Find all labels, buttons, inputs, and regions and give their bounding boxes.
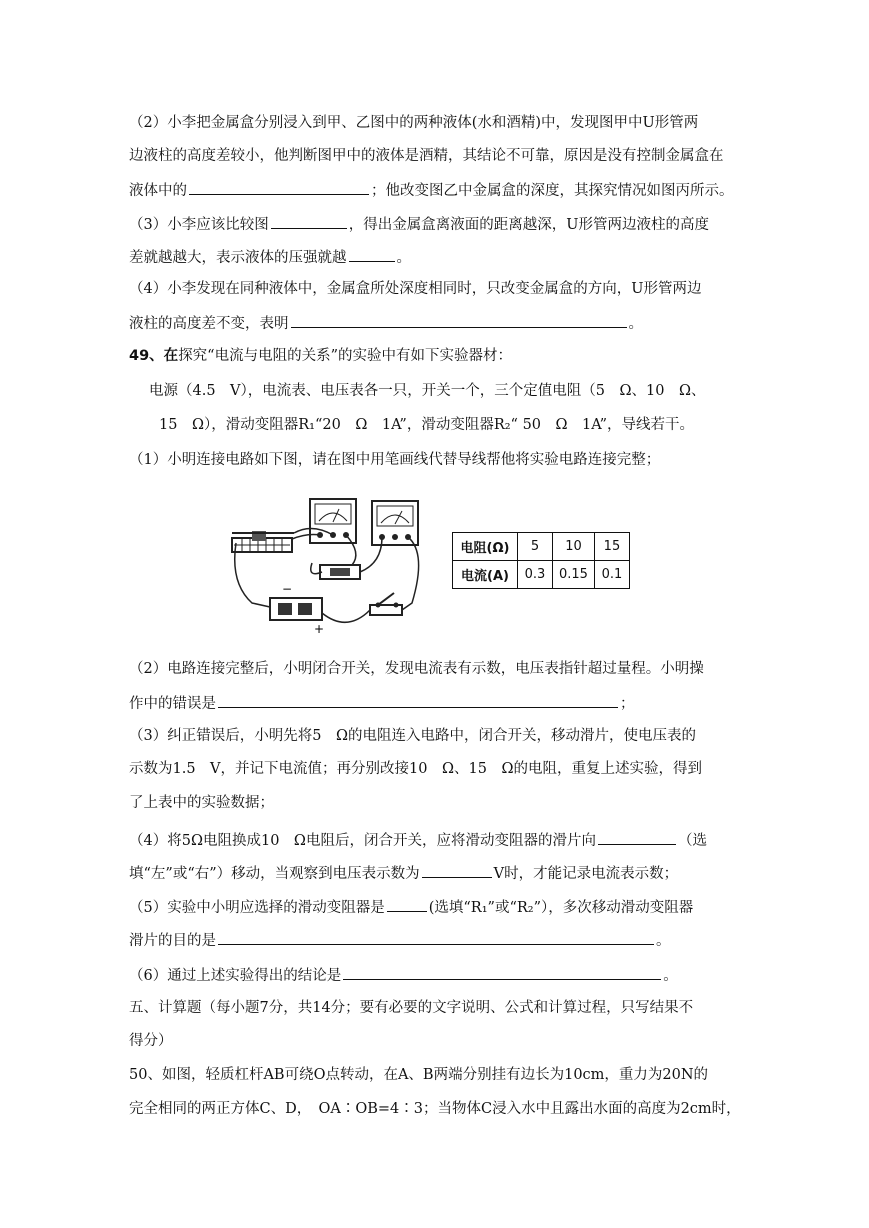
question-heading [129,346,512,366]
table-header-cell: 电流(A) [453,561,518,589]
section-heading: 五、计算题（每小题7分，共14分；要有必要的文字说明、公式和计算过程，只写结果不 [129,1000,694,1016]
answer-blank[interactable] [349,246,395,262]
text-segment: ； [620,696,635,712]
table-cell: 0.3 [518,561,553,589]
table-row [453,561,630,589]
question-number: 49、在 [129,348,179,364]
table-header-cell: 电阻(Ω) [453,533,518,561]
switch-icon [370,593,402,615]
text-segment: V时，才能记录电流表示数； [493,866,679,882]
text-line [129,179,734,201]
text-line: （3）纠正错误后，小明先将5 Ω的电阻连入电路中，闭合开关，移动滑片，使电压表的 [129,728,696,744]
table-cell: 10 [553,533,595,561]
text-segment: 填“左”或“右”）移动，当观察到电压表示数为 [129,866,420,882]
answer-blank[interactable] [218,692,618,708]
text-segment: 液柱的高度差不变，表明 [129,316,289,332]
text-segment: ；他改变图乙中金属盒的深度，其探究情况如图丙所示。 [371,183,734,199]
text-line: 电源（4.5 V），电流表、电压表各一只，开关一个，三个定值电阻（5 Ω、10 Ω、 [149,383,706,399]
text-segment: (选填“R₁”或“R₂”），多次移动滑动变阻器 [428,900,694,916]
data-table [452,532,630,589]
battery-icon [270,582,324,636]
text-segment: 作中的错误是 [129,696,216,712]
text-line: 边液柱的高度差较小，他判断图甲中的液体是酒精，其结论不可靠，原因是没有控制金属盒在 [129,148,724,164]
text-line [129,312,643,334]
table-cell: 0.15 [553,561,595,589]
text-line: 完全相同的两正方体C、D， OA∶OB=4∶3；当物体C浸入水中且露出水面的高度为2cm时， [129,1101,741,1117]
text-line: 了上表中的实验数据； [129,795,274,811]
text-line [129,829,707,851]
text-segment: 液体中的 [129,183,187,199]
answer-blank[interactable] [598,829,676,845]
text-segment: 。 [628,316,643,332]
text-segment: 探究“电流与电阻的关系”的实验中有如下实验器材： [178,348,513,364]
text-line [129,213,709,235]
text-line: （1）小明连接电路如下图，请在图中用笔画线代替导线帮他将实验电路连接完整； [129,452,661,468]
minus-sign: − [282,582,293,596]
text-segment: ，得出金属盒离液面的距离越深，U形管两边液柱的高度 [348,217,709,233]
text-line [129,692,635,714]
answer-blank[interactable] [189,179,369,195]
text-segment: （5）实验中小明应选择的滑动变阻器是 [129,900,385,916]
table-cell: 0.1 [594,561,629,589]
text-line: （2）小李把金属盒分别浸入到甲、乙图中的两种液体(水和酒精)中，发现图甲中U形管两 [129,115,699,131]
text-segment: 差就越越大，表示液体的压强就越 [129,250,347,266]
text-line: 15 Ω），滑动变阻器R₁“20 Ω 1A”，滑动变阻器R₂“ 50 Ω 1A”，导线若干。 [159,417,695,433]
text-segment: （6）通过上述实验得出的结论是 [129,968,342,984]
voltmeter-icon [372,501,418,545]
answer-blank[interactable] [291,312,627,328]
table-cell: 15 [594,533,629,561]
answer-blank[interactable] [422,862,492,878]
answer-blank[interactable] [343,964,661,980]
text-line: （4）小李发现在同种液体中，金属盒所处深度相同时，只改变金属盒的方向，U形管两边 [129,281,702,297]
resistor-icon [320,565,360,579]
table-cell: 5 [518,533,553,561]
answer-blank[interactable] [218,929,654,945]
text-segment: （选 [677,833,707,849]
text-segment: 。 [663,968,678,984]
text-segment: （3）小李应该比较图 [129,217,269,233]
text-line: （2）电路连接完整后，小明闭合开关，发现电流表有示数，电压表指针超过量程。小明操 [129,661,704,677]
text-segment: 。 [656,933,671,949]
text-line [129,896,693,918]
text-line: 示数为1.5 V，并记下电流值；再分别改接10 Ω、15 Ω的电阻，重复上述实验，得到 [129,761,702,777]
text-line [129,862,678,884]
text-line [129,246,411,268]
text-segment: （4）将5Ω电阻换成10 Ω电阻后，闭合开关，应将滑动变阻器的滑片向 [129,833,596,849]
text-segment: 滑片的目的是 [129,933,216,949]
answer-blank[interactable] [387,896,427,912]
table-row [453,533,630,561]
plus-sign: + [314,622,325,636]
text-line: 得分） [129,1033,173,1049]
text-line: 50、如图，轻质杠杆AB可绕O点转动，在A、B两端分别挂有边长为10cm，重力为20N的 [129,1067,709,1083]
text-line [129,929,671,951]
text-segment: 。 [396,250,411,266]
rheostat-icon [232,531,294,552]
ammeter-icon [310,499,356,543]
answer-blank[interactable] [271,213,347,229]
text-line [129,964,678,986]
